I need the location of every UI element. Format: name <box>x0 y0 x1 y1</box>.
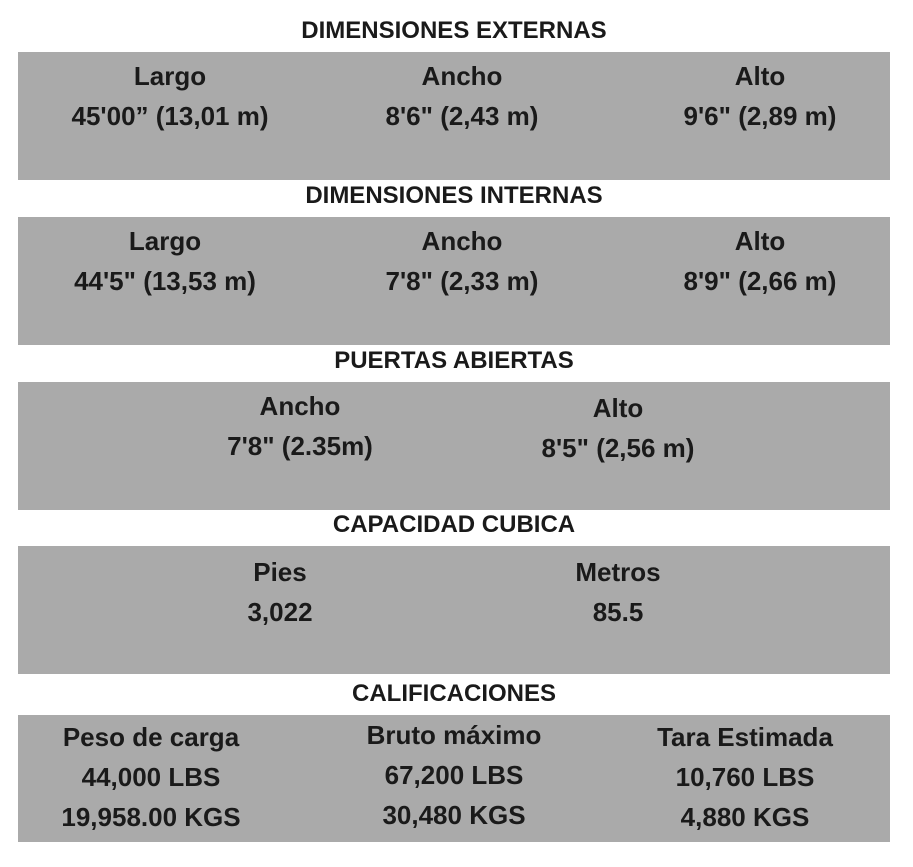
col-label: Pies <box>253 557 307 587</box>
col-value: 8'6" (2,43 m) <box>385 101 539 131</box>
col-alto <box>684 56 837 136</box>
section-title-puertas-abiertas: PUERTAS ABIERTAS <box>334 347 574 374</box>
col-label: Largo <box>128 226 202 256</box>
col-bruto-maximo <box>367 715 542 835</box>
col-value: 4,880 KGS <box>680 802 810 832</box>
section-title-capacidad-cubica: CAPACIDAD CUBICA <box>332 511 576 538</box>
col-label: Peso de carga <box>62 722 240 752</box>
col-value: 7'8" (2,33 m) <box>385 266 539 296</box>
col-label: Metros <box>575 557 661 587</box>
col-label: Ancho <box>259 391 341 421</box>
col-value: 3,022 <box>247 597 313 627</box>
col-ancho <box>386 56 539 136</box>
col-peso-de-carga <box>61 717 240 837</box>
col-value: 8'5" (2,56 m) <box>541 433 695 463</box>
col-value: 9'6" (2,89 m) <box>683 101 837 131</box>
col-ancho <box>227 386 373 466</box>
col-label: Tara Estimada <box>657 722 833 752</box>
col-metros <box>575 552 660 632</box>
col-label: Alto <box>734 61 786 91</box>
col-label: Bruto máximo <box>366 720 542 750</box>
col-label: Ancho <box>421 61 503 91</box>
col-value: 67,200 LBS <box>384 760 524 790</box>
section-title-dimensiones-externas: DIMENSIONES EXTERNAS <box>301 17 607 44</box>
section-title-calificaciones: CALIFICACIONES <box>352 680 556 707</box>
col-value: 44'5" (13,53 m) <box>74 266 256 296</box>
col-alto <box>684 221 837 301</box>
panel-dimensiones-internas <box>18 217 890 345</box>
col-value: 10,760 LBS <box>675 762 815 792</box>
section-title-dimensiones-internas: DIMENSIONES INTERNAS <box>305 182 603 209</box>
panel-capacidad-cubica <box>18 546 890 674</box>
panel-calificaciones <box>18 715 890 842</box>
col-tara-estimada <box>657 717 833 837</box>
panel-puertas-abiertas <box>18 382 890 510</box>
col-value: 19,958.00 KGS <box>61 802 241 832</box>
col-largo <box>74 221 256 301</box>
col-label: Alto <box>592 393 644 423</box>
col-value: 45'00” (13,01 m) <box>71 101 269 131</box>
panel-dimensiones-externas <box>18 52 890 180</box>
col-label: Ancho <box>421 226 503 256</box>
col-label: Alto <box>734 226 786 256</box>
col-value: 44,000 LBS <box>81 762 221 792</box>
col-pies <box>247 552 312 632</box>
col-alto <box>542 388 695 468</box>
col-value: 85.5 <box>592 597 644 627</box>
col-ancho <box>386 221 539 301</box>
col-label: Largo <box>133 61 207 91</box>
col-value: 30,480 KGS <box>382 800 526 830</box>
col-value: 7'8" (2.35m) <box>227 431 373 461</box>
col-value: 8'9" (2,66 m) <box>683 266 837 296</box>
col-largo <box>72 56 269 136</box>
